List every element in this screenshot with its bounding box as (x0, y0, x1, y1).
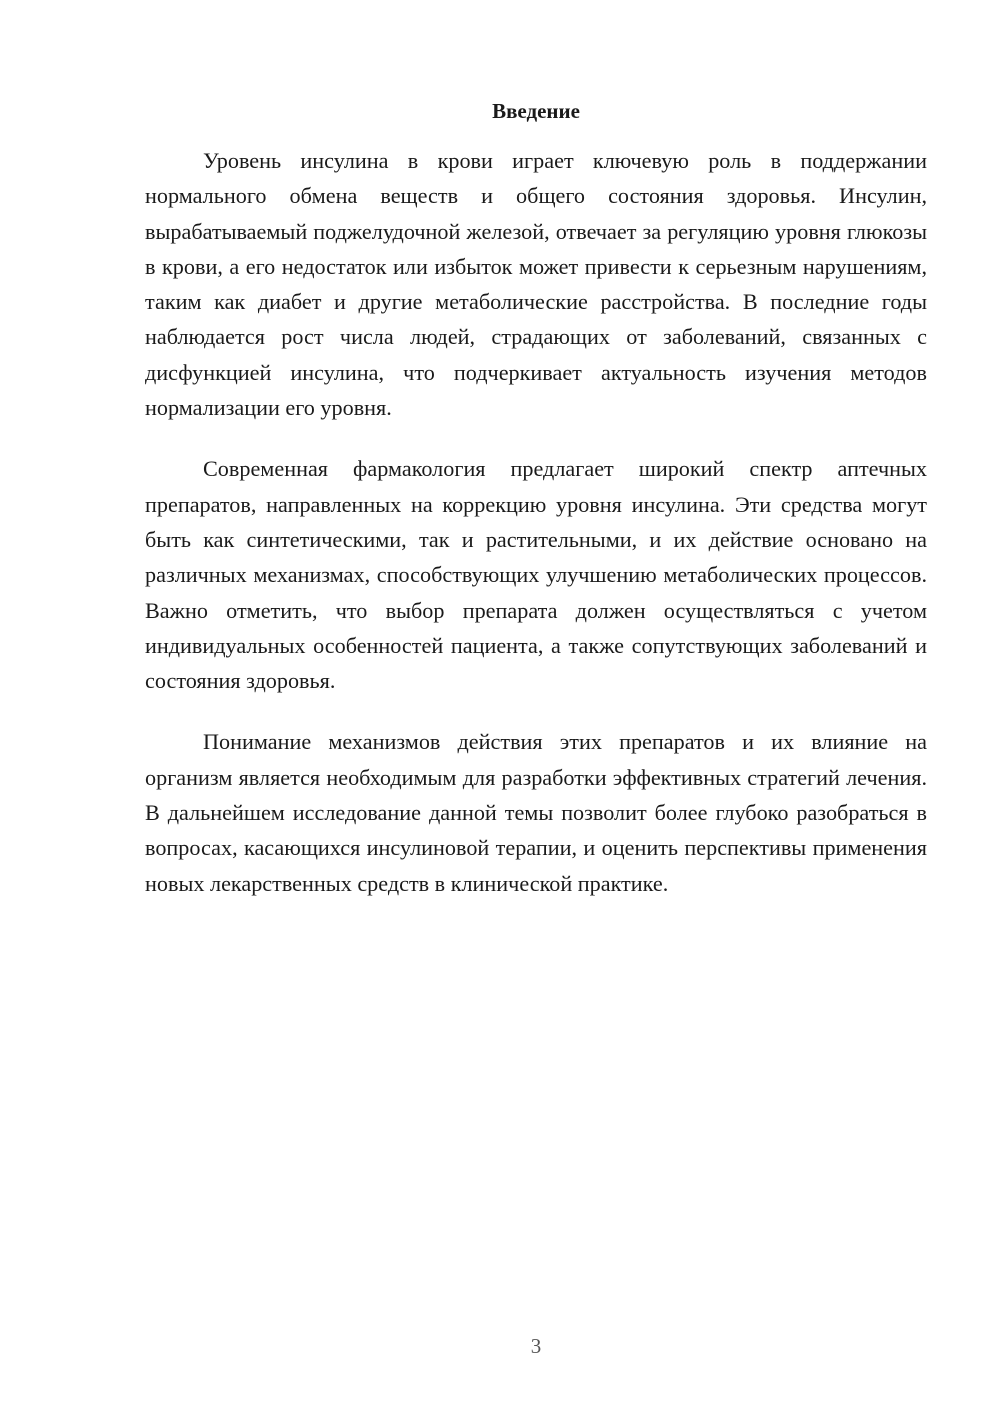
body-text (145, 143, 927, 927)
paragraph-3: Понимание механизмов действия этих препаратов и их влияние на организм является необходимым для разработки эффективных стратегий лечения. В дальнейшем исследование данной темы позволит более глубоко разобраться в вопросах, касающихся инсулиновой терапии, и оценить перспективы применения новых лекарственных средств в клинической практике. (145, 729, 927, 896)
page-number: 3 (530, 1334, 542, 1358)
paragraph-1: Уровень инсулина в крови играет ключевую роль в поддержании нормального обмена веществ и общего состояния здоровья. Инсулин, вырабатываемый поджелудочной железой, отвечает за регуляцию уровня глюкозы в крови, а его недостаток или избыток может привести к серьезным нарушениям, таким как диабет и другие метаболические расстройства. В последние годы наблюдается рост числа людей, страдающих от заболеваний, связанных с дисфункцией инсулина, что подчеркивает актуальность изучения методов нормализации его уровня. (145, 148, 927, 421)
paragraph-2: Современная фармакология предлагает широкий спектр аптечных препаратов, направленных на коррекцию уровня инсулина. Эти средства могут быть как синтетическими, так и растительными, и их действие основано на различных механизмах, способствующих улучшению метаболических процессов. Важно отметить, что выбор препарата должен осуществляться с учетом индивидуальных особенностей пациента, а также сопутствующих заболеваний и состояния здоровья. (145, 456, 927, 694)
section-heading: Введение (492, 99, 580, 123)
